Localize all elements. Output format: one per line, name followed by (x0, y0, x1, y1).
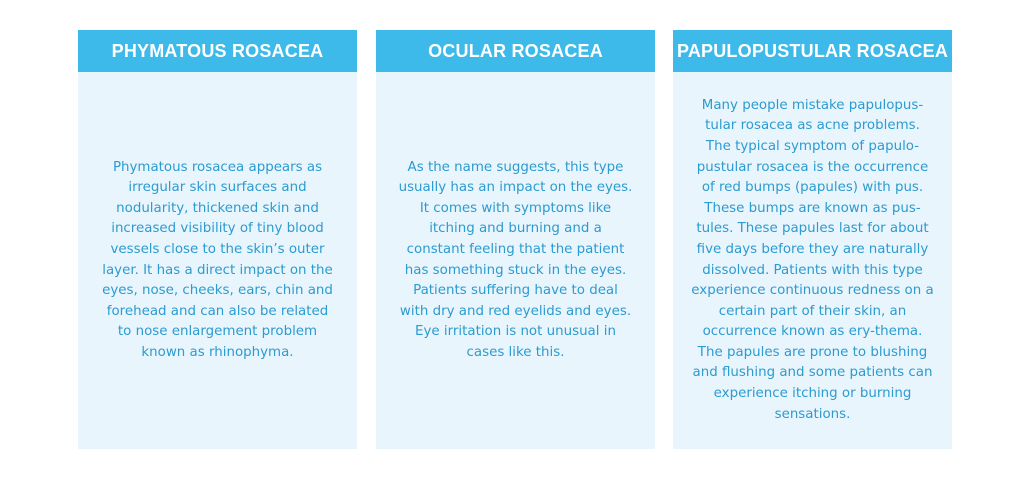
card-papulopustular-rosacea (673, 30, 952, 449)
card-description: Many people mistake papulopus-tular rosacea as acne problems. The typical symptom of papulo-pustular rosacea is the occurrence of red bumps (papules) with pus. These bumps are known as pus-tules. These papules last for about five days before they are naturally dissolved. Patients with this type experience continuous redness on a certain part of their skin, an occurrence known as ery-thema. The papules are prone to blushing and flushing and some patients can experience itching or burning sensations. (691, 97, 934, 422)
card-phymatous-rosacea (78, 30, 357, 449)
card-ocular-rosacea (376, 30, 655, 449)
card-body (78, 72, 357, 449)
card-body (376, 72, 655, 449)
card-title: OCULAR ROSACEA (376, 30, 655, 72)
card-description: Phymatous rosacea appears as irregular skin surfaces and nodularity, thickened skin and increased visibility of tiny blood vessels close to the skin’s outer layer. It has a direct impact on the eyes, nose, cheeks, ears, chin and forehead and can also be related to nose enlargement problem known as rhinophyma. (102, 159, 333, 360)
card-description: As the name suggests, this type usually has an impact on the eyes. It comes with symptoms like itching and burning and a constant feeling that the patient has something stuck in the eyes. Patients suffering have to deal with dry and red eyelids and eyes. Eye irritation is not unusual in cases like this. (398, 159, 633, 360)
card-title: PHYMATOUS ROSACEA (78, 30, 357, 72)
card-title: PAPULOPUSTULAR ROSACEA (673, 30, 952, 72)
card-body (673, 72, 952, 449)
